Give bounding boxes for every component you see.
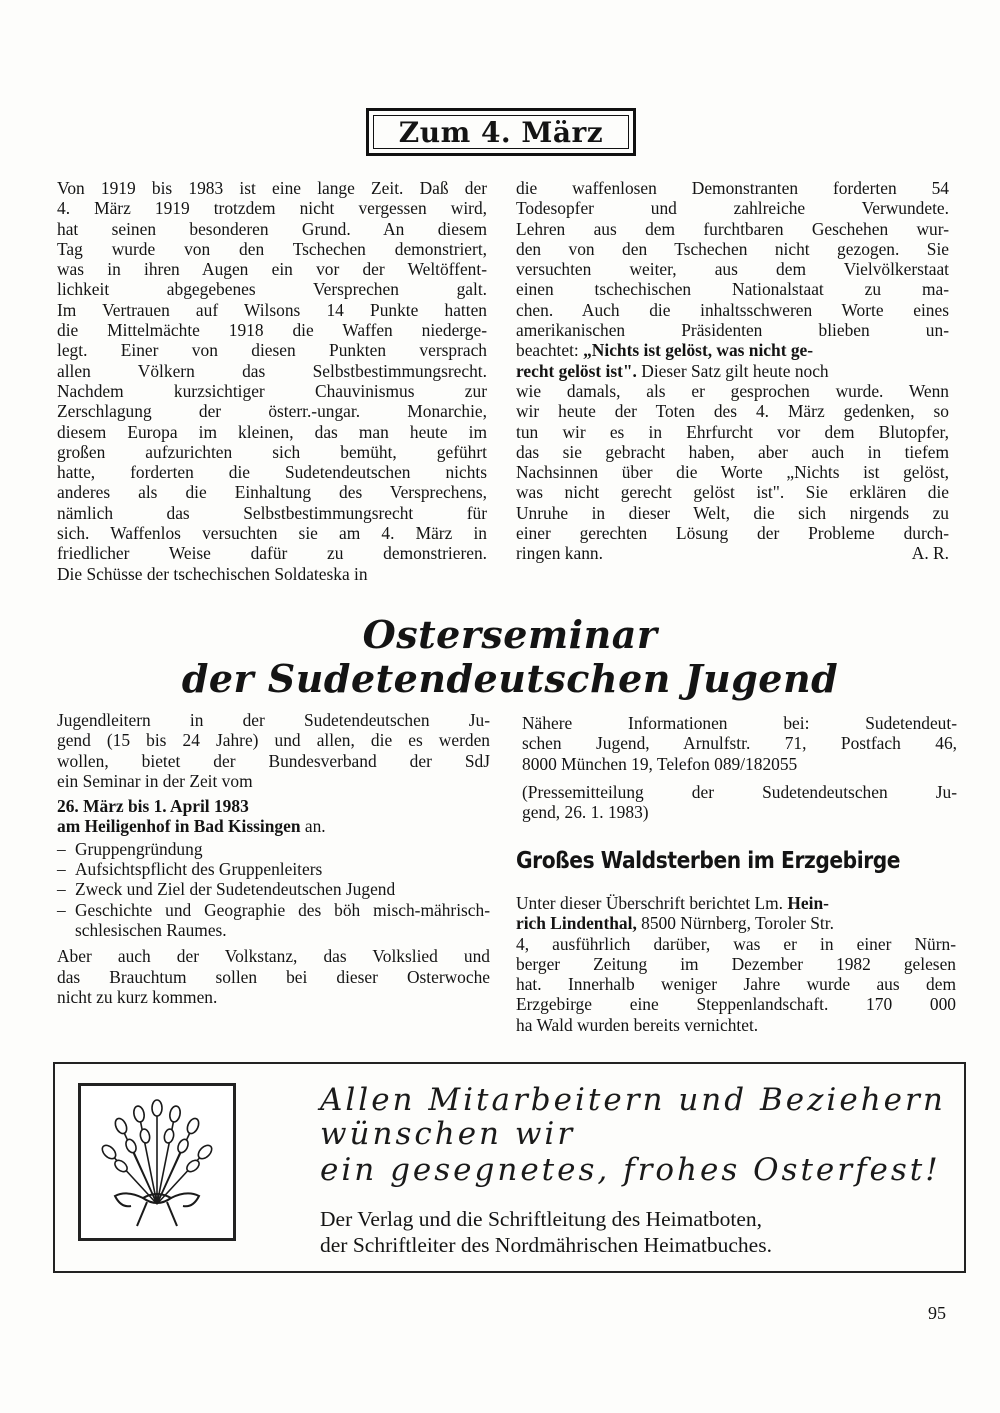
quote-line-2: recht gelöst ist". Dieser Satz gilt heute noch: [516, 360, 829, 381]
article-title-zum-4-maerz: [366, 108, 636, 156]
quote-bold-1: „Nichts ist gelöst, was nicht ge-: [583, 340, 814, 361]
quote-line-1: beachtet: „Nichts ist gelöst, was nicht ge-: [516, 340, 814, 361]
closing-line: ringen kann. A. R.: [516, 543, 949, 564]
text-line: Todesopfer und zahlreiche Verwundete.: [516, 198, 949, 219]
text-line: anderes als die Einhaltung des Versprechens,: [57, 482, 487, 503]
text-line: was nicht gerecht gelöst ist". Sie erklären die: [516, 482, 949, 503]
osterseminar-closing: [57, 946, 490, 1007]
text-line: großen aufzurichten sich bemüht, geführt: [57, 441, 487, 462]
text-line: friedlicher Weise dafür zu demonstrieren.: [57, 543, 487, 564]
osterseminar-title-line1: Osterseminar: [362, 612, 658, 657]
text-line: Zerschlagung der österr.-ungar. Monarchie,: [57, 401, 487, 422]
waldsterben-line-1: Unter dieser Überschrift berichtet Lm. Hein-: [516, 893, 829, 913]
seminar-topic-item: – Zweck und Ziel der Sudetendeutschen Jugend: [57, 879, 490, 899]
osterseminar-right-column: [522, 713, 957, 822]
text-line: das sie gebracht haben, aber auch in tiefem: [516, 441, 949, 462]
text-line: sich. Waffenlos versuchten sie am 4. März in: [57, 523, 487, 544]
waldsterben-body: [516, 893, 956, 1035]
greeting-script-line-1: Allen Mitarbeitern und Beziehern: [320, 1082, 946, 1118]
text-line: Nähere Informationen bei: Sudetendeut-: [522, 713, 957, 733]
text-line: ha Wald wurden bereits vernichtet.: [516, 1014, 759, 1035]
text-line: Tag wurde von den Tschechen demonstriert,: [57, 238, 487, 259]
greeting-script-line-3: ein gesegnetes, frohes Osterfest!: [320, 1152, 941, 1188]
article1-right-lines-a: [516, 178, 949, 340]
text-line: chen. Auch die inhaltsschweren Worte eines: [516, 299, 949, 320]
text-line: gend (15 bis 24 Jahre) und allen, die es werden: [57, 730, 490, 751]
text-line: diesem Europa im kleinen, das man heute im: [57, 421, 487, 442]
article1-left-column: [57, 178, 487, 584]
signature-line-2: der Schriftleiter des Nordmährischen Heimatbuches.: [320, 1233, 772, 1257]
text-line: hat. Innerhalb weniger Jahre wurde aus dem: [516, 974, 956, 995]
text-line: hatte, forderten die Sudetendeutschen nichts: [57, 462, 487, 483]
text-line: einer gerechten Lösung der Probleme durch-: [516, 523, 949, 544]
seminar-place-line: am Heiligenhof in Bad Kissingen an.: [57, 816, 326, 837]
text-line: die Mittelmächte 1918 die Waffen niederge-: [57, 320, 487, 341]
text-line: Im Vertrauen auf Wilsons 14 Punkte hatten: [57, 299, 487, 320]
text-line: Lehren aus dem furchtbaren Geschehen wur-: [516, 218, 949, 239]
author-initials: A. R.: [911, 543, 949, 564]
text-line: hat seinen besonderen Grund. An diesem: [57, 218, 487, 239]
osterseminar-intro: [57, 710, 490, 791]
text-line: ein Seminar in der Zeit vom: [57, 770, 253, 791]
text-line: tun wir es in Ehrfurcht vor dem Blutopfer,: [516, 421, 949, 442]
text-line: (Pressemitteilung der Sudetendeutschen Ju-: [522, 781, 957, 802]
text-line: einen tschechischen Nationalstaat zu ma-: [516, 279, 949, 300]
text-line: Nachdem kurzsichtiger Chauvinismus zur: [57, 380, 487, 401]
seminar-topic-item: – Aufsichtspflicht des Gruppenleiters: [57, 859, 490, 879]
text-line: allen Völkern das Selbstbestimmungsrecht.: [57, 360, 487, 381]
text-line: den von den Tschechen nicht gezogen. Sie: [516, 238, 949, 259]
page-number: 95: [928, 1303, 946, 1323]
text-line: 8000 München 19, Telefon 089/182055: [522, 753, 798, 774]
text-line: nicht zu kurz kommen.: [57, 986, 218, 1007]
text-line: gend, 26. 1. 1983): [522, 802, 649, 823]
author-name: rich Lindenthal,: [516, 913, 637, 934]
seminar-topic-item: – Gruppengründung: [57, 839, 490, 859]
text-line: Jugendleitern in der Sudetendeutschen Ju-: [57, 710, 490, 730]
text-line: versuchten weiter, aus dem Vielvölkerstaat: [516, 259, 949, 280]
text-line: wir heute der Toten des 4. März gedenken, so: [516, 401, 949, 422]
article1-right-column: [516, 178, 949, 564]
waldsterben-lines: [516, 934, 956, 1035]
text-line: wollen, bietet der Bundesverband der SdJ: [57, 750, 490, 771]
pussy-willow-illustration: [78, 1083, 236, 1241]
text-line: Nachsinnen über die Worte „Nichts ist gelöst,: [516, 462, 949, 483]
seminar-place: am Heiligenhof in Bad Kissingen: [57, 816, 301, 837]
text-line: Von 1919 bis 1983 ist eine lange Zeit. Daß der: [57, 178, 487, 198]
seminar-date: 26. März bis 1. April 1983: [57, 796, 249, 817]
article-title-text: Zum 4. März: [398, 115, 604, 149]
contact-info: [522, 713, 957, 774]
article1-right-lines-b: [516, 381, 949, 543]
waldsterben-line-2: rich Lindenthal, 8500 Nürnberg, Toroler Str.: [516, 913, 834, 934]
osterseminar-left-column: [57, 710, 490, 1007]
text-line: schen Jugend, Arnulfstr. 71, Postfach 46,: [522, 733, 957, 754]
text-line: Die Schüsse der tschechischen Soldateska in: [57, 563, 368, 584]
text-line: das Brauchtum sollen bei dieser Osterwoche: [57, 966, 490, 987]
text-line: amerikanischen Präsidenten blieben un-: [516, 320, 949, 341]
text-line: die waffenlosen Demonstranten forderten 54: [516, 178, 949, 198]
text-line: Aber auch der Volkstanz, das Volkslied und: [57, 946, 490, 967]
text-line: Unruhe in dieser Welt, die sich nirgends zu: [516, 502, 949, 523]
text-line: 4, ausführlich darüber, was er in einer Nürn-: [516, 933, 956, 954]
text-line: nämlich das Selbstbestimmungsrecht für: [57, 502, 487, 523]
text-line: legt. Einer von diesen Punkten versprach: [57, 340, 487, 361]
text-line: lichkeit abgegebenes Versprechen galt.: [57, 279, 487, 300]
greeting-signature: [320, 1206, 772, 1258]
text-line: berger Zeitung im Dezember 1982 gelesen: [516, 953, 956, 974]
pussy-willow-icon: [81, 1086, 233, 1238]
osterseminar-title-line2: der Sudetendeutschen Jugend: [181, 656, 839, 701]
text-line: was in ihren Augen ein vor der Weltöffent-: [57, 259, 487, 280]
quote-bold-2: recht gelöst ist".: [516, 360, 637, 381]
seminar-topic-list: [57, 839, 490, 940]
greeting-script-line-2: wünschen wir: [320, 1116, 576, 1152]
seminar-topic-item: – Geschichte und Geographie des böh misch-mährisch-schlesischen Raumes.: [57, 900, 490, 941]
text-line: Erzgebirge eine Steppenlandschaft. 170 000: [516, 994, 956, 1015]
text-line: wie damals, als er gesprochen wurde. Wenn: [516, 380, 949, 401]
waldsterben-title: Großes Waldsterben im Erzgebirge: [516, 848, 901, 874]
text-line: 4. März 1919 trotzdem nicht vergessen wird,: [57, 198, 487, 219]
signature-line-1: Der Verlag und die Schriftleitung des Heimatboten,: [320, 1207, 763, 1231]
press-release-note: [522, 782, 957, 823]
